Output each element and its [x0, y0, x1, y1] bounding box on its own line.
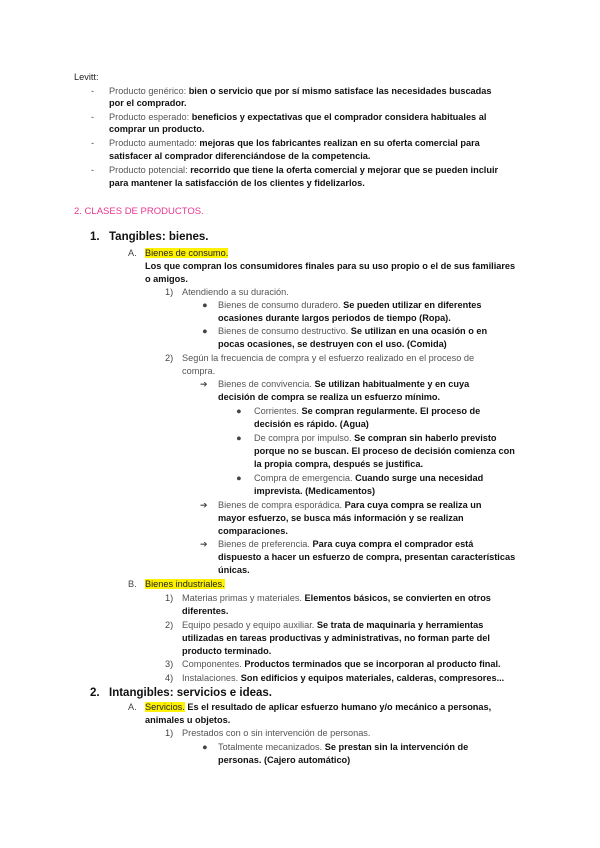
dot-bullet: ● [202, 326, 208, 336]
list-item-cont: imprevista. (Medicamentos) [254, 486, 376, 496]
intro-item: Producto aumentado: mejoras que los fabricantes realizan en su oferta comercial para [109, 138, 480, 148]
list-item: Bienes de consumo duradero. Se pueden utilizar en diferentes [218, 300, 482, 310]
list-item-cont: decisión es rápido. (Agua) [254, 419, 369, 429]
list-item: Compra de emergencia. Cuando surge una necesidad [254, 473, 484, 483]
list-item-cont: decisión de compra se realiza un esfuerzo mínimo. [218, 392, 441, 402]
letter-marker: B. [128, 579, 137, 589]
list-item: Totalmente mecanizados. Se prestan sin la intervención de [218, 742, 469, 752]
number-marker: 3) [165, 659, 174, 669]
list-item: Bienes de convivencia. Se utilizan habitualmente y en cuya [218, 379, 470, 389]
list-item-cont: comparaciones. [218, 526, 288, 536]
intro-item-cont: satisfacer al comprador diferenciándose de la competencia. [109, 151, 371, 161]
frecuencia-heading: Según la frecuencia de compra y el esfuerzo realizado en el proceso de [182, 353, 475, 363]
servicios-desc-cont: animales u objetos. [145, 715, 231, 725]
list-item: Equipo pesado y equipo auxiliar. Se trata de maquinaria y herramientas [182, 620, 484, 630]
subheading-servicios: Servicios. Es el resultado de aplicar esfuerzo humano y/o mecánico a personas, [145, 702, 492, 712]
consumo-desc-cont: o amigos. [145, 274, 188, 284]
intro-label: Levitt: [74, 72, 99, 82]
subheading-industriales: Bienes industriales. [145, 579, 225, 589]
list-item: Bienes de compra esporádica. Para cuya compra se realiza un [218, 500, 482, 510]
dot-bullet: ● [236, 433, 242, 443]
list-item-cont: la propia compra, después se justifica. [254, 459, 424, 469]
dot-bullet: ● [236, 406, 242, 416]
duracion-heading: Atendiendo a su duración. [182, 287, 289, 297]
list-item-cont: únicas. [218, 565, 250, 575]
number-marker: 1) [165, 728, 174, 738]
dash-bullet: - [91, 138, 95, 148]
arrow-bullet: ➔ [200, 500, 208, 510]
heading-number: 1. [90, 231, 100, 243]
number-marker: 1) [165, 593, 174, 603]
dash-bullet: - [91, 86, 95, 96]
consumo-desc: Los que compran los consumidores finales para su uso propio o el de sus familiares [145, 261, 516, 271]
arrow-bullet: ➔ [200, 379, 208, 389]
heading-intangibles: Intangibles: servicios e ideas. [109, 687, 272, 699]
list-item: Corrientes. Se compran regularmente. El proceso de [254, 406, 481, 416]
list-item-cont: diferentes. [182, 606, 229, 616]
list-item: Componentes. Productos terminados que se incorporan al producto final. [182, 659, 501, 669]
intro-item-cont: para mantener la satisfacción de los clientes y fidelizarlos. [109, 178, 365, 188]
dot-bullet: ● [202, 300, 208, 310]
list-item: Materias primas y materiales. Elementos básicos, se convierten en otros [182, 593, 491, 603]
list-item: Instalaciones. Son edificios y equipos materiales, calderas, compresores... [182, 673, 505, 683]
arrow-bullet: ➔ [200, 539, 208, 549]
intro-item: Producto esperado: beneficios y expectativas que el comprador considera habituales al [109, 112, 487, 122]
letter-marker: A. [128, 248, 137, 258]
subheading-consumo: Bienes de consumo. [145, 248, 229, 258]
intro-item-cont: comprar un producto. [109, 124, 205, 134]
list-item-cont: porque no se buscan. El proceso de decisión comienza con [254, 446, 515, 456]
number-marker: 4) [165, 673, 174, 683]
number-marker: 2) [165, 620, 174, 630]
number-marker: 2) [165, 353, 174, 363]
list-item: Bienes de preferencia. Para cuya compra el comprador está [218, 539, 474, 549]
intro-item-cont: por el comprador. [109, 98, 187, 108]
section-title: 2. CLASES DE PRODUCTOS. [74, 206, 204, 217]
list-item-cont: ocasiones durante largos periodos de tiempo (Ropa). [218, 313, 451, 323]
heading-tangibles: Tangibles: bienes. [109, 231, 209, 243]
letter-marker: A. [128, 702, 137, 712]
dash-bullet: - [91, 112, 95, 122]
number-marker: 1) [165, 287, 174, 297]
list-item-cont: pocas ocasiones, se destruyen con el uso. (Comida) [218, 339, 447, 349]
list-item: De compra por impulso. Se compran sin haberlo previsto [254, 433, 497, 443]
dash-bullet: - [91, 165, 95, 175]
dot-bullet: ● [236, 473, 242, 483]
list-item-cont: utilizadas en tareas productivas y administrativas, no forman parte del [182, 633, 490, 643]
list-item-cont: personas. (Cajero automático) [218, 755, 351, 765]
intro-item: Producto potencial: recorrido que tiene la oferta comercial y mejorar que se pueden incluir [109, 165, 499, 175]
intro-item: Producto genérico: bien o servicio que por sí mismo satisface las necesidades buscadas [109, 86, 492, 96]
prestados-heading: Prestados con o sin intervención de personas. [182, 728, 371, 738]
list-item-cont: producto terminado. [182, 646, 272, 656]
frecuencia-heading-cont: compra. [182, 366, 216, 376]
list-item: Bienes de consumo destructivo. Se utilizan en una ocasión o en [218, 326, 488, 336]
list-item-cont: dispuesto a hacer un esfuerzo de compra, presentan características [218, 552, 516, 562]
list-item-cont: mayor esfuerzo, se busca más información y se realizan [218, 513, 464, 523]
dot-bullet: ● [202, 742, 208, 752]
heading-number: 2. [90, 687, 100, 699]
